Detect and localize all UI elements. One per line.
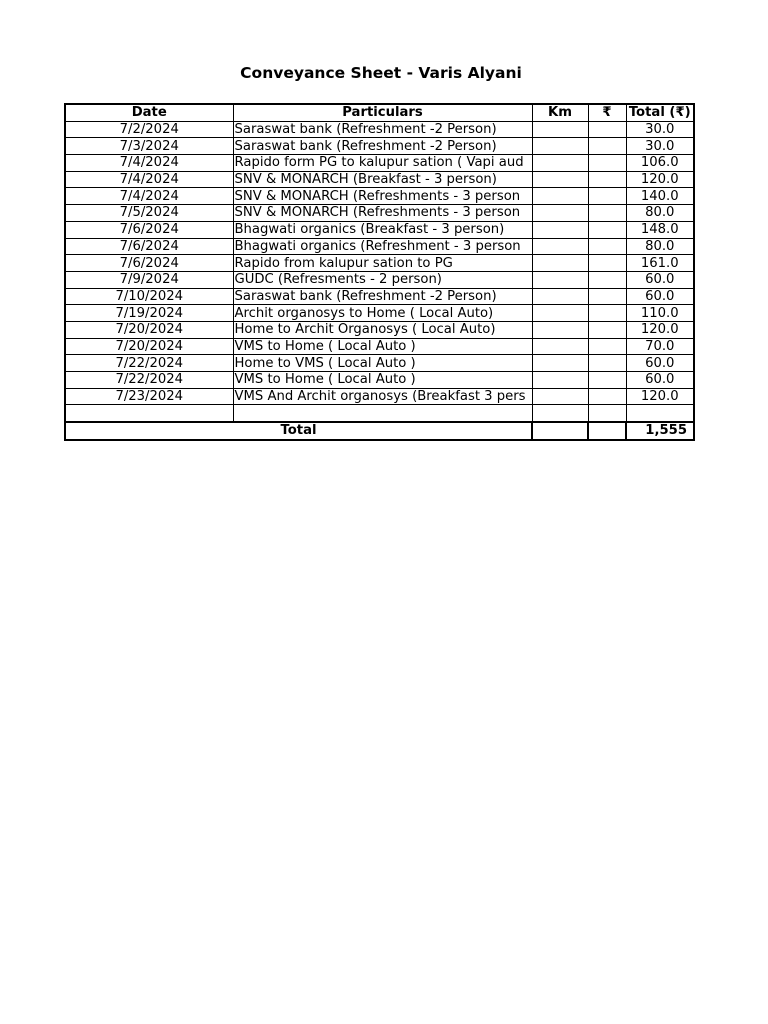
row-total: 70.0 bbox=[626, 338, 694, 355]
row-km bbox=[532, 338, 588, 355]
total-km-cell bbox=[532, 422, 588, 440]
row-rupee bbox=[588, 121, 626, 138]
header-total: Total (₹) bbox=[626, 104, 694, 121]
row-km bbox=[532, 305, 588, 322]
row-km bbox=[532, 355, 588, 372]
row-date: 7/19/2024 bbox=[65, 305, 233, 322]
row-rupee bbox=[588, 271, 626, 288]
table-row bbox=[65, 405, 694, 422]
row-particulars: Bhagwati organics (Refreshment - 3 person bbox=[233, 238, 532, 255]
row-total: 30.0 bbox=[626, 121, 694, 138]
row-rupee bbox=[588, 155, 626, 172]
row-total: 60.0 bbox=[626, 372, 694, 389]
sheet-title: Conveyance Sheet - Varis Alyani bbox=[240, 64, 522, 82]
row-date: 7/23/2024 bbox=[65, 388, 233, 405]
row-total bbox=[626, 405, 694, 422]
row-rupee bbox=[588, 355, 626, 372]
grand-total: 1,555 bbox=[626, 422, 694, 440]
row-particulars: Saraswat bank (Refreshment -2 Person) bbox=[233, 288, 532, 305]
row-particulars: Archit organosys to Home ( Local Auto) bbox=[233, 305, 532, 322]
row-km bbox=[532, 372, 588, 389]
row-rupee bbox=[588, 372, 626, 389]
row-km bbox=[532, 288, 588, 305]
row-km bbox=[532, 388, 588, 405]
row-date: 7/3/2024 bbox=[65, 138, 233, 155]
table-row bbox=[65, 238, 694, 255]
row-total: 140.0 bbox=[626, 188, 694, 205]
row-total: 148.0 bbox=[626, 221, 694, 238]
total-row bbox=[65, 422, 694, 440]
row-date: 7/5/2024 bbox=[65, 205, 233, 222]
row-total: 110.0 bbox=[626, 305, 694, 322]
table-row bbox=[65, 121, 694, 138]
row-particulars: Saraswat bank (Refreshment -2 Person) bbox=[233, 138, 532, 155]
row-particulars: Bhagwati organics (Breakfast - 3 person) bbox=[233, 221, 532, 238]
row-particulars: Rapido form PG to kalupur sation ( Vapi aud bbox=[233, 155, 532, 172]
row-date: 7/4/2024 bbox=[65, 171, 233, 188]
total-label: Total bbox=[65, 422, 532, 440]
row-rupee bbox=[588, 255, 626, 272]
row-total: 80.0 bbox=[626, 238, 694, 255]
row-date: 7/4/2024 bbox=[65, 155, 233, 172]
row-date: 7/6/2024 bbox=[65, 238, 233, 255]
table-row bbox=[65, 188, 694, 205]
row-particulars: VMS to Home ( Local Auto ) bbox=[233, 338, 532, 355]
row-km bbox=[532, 238, 588, 255]
row-rupee bbox=[588, 238, 626, 255]
row-rupee bbox=[588, 388, 626, 405]
row-total: 80.0 bbox=[626, 205, 694, 222]
table-row bbox=[65, 355, 694, 372]
row-rupee bbox=[588, 405, 626, 422]
row-rupee bbox=[588, 221, 626, 238]
row-particulars: Home to VMS ( Local Auto ) bbox=[233, 355, 532, 372]
row-total: 120.0 bbox=[626, 321, 694, 338]
row-km bbox=[532, 121, 588, 138]
table-row bbox=[65, 338, 694, 355]
row-km bbox=[532, 405, 588, 422]
row-km bbox=[532, 221, 588, 238]
row-date: 7/20/2024 bbox=[65, 338, 233, 355]
row-km bbox=[532, 271, 588, 288]
table-row bbox=[65, 372, 694, 389]
row-date: 7/22/2024 bbox=[65, 355, 233, 372]
row-date bbox=[65, 405, 233, 422]
row-rupee bbox=[588, 321, 626, 338]
row-total: 60.0 bbox=[626, 355, 694, 372]
row-date: 7/20/2024 bbox=[65, 321, 233, 338]
row-total: 120.0 bbox=[626, 171, 694, 188]
row-date: 7/22/2024 bbox=[65, 372, 233, 389]
row-total: 30.0 bbox=[626, 138, 694, 155]
row-particulars: SNV & MONARCH (Refreshments - 3 person bbox=[233, 205, 532, 222]
table-row bbox=[65, 288, 694, 305]
row-total: 161.0 bbox=[626, 255, 694, 272]
row-km bbox=[532, 155, 588, 172]
table-row bbox=[65, 255, 694, 272]
row-km bbox=[532, 255, 588, 272]
row-date: 7/4/2024 bbox=[65, 188, 233, 205]
row-date: 7/10/2024 bbox=[65, 288, 233, 305]
row-date: 7/2/2024 bbox=[65, 121, 233, 138]
row-total: 60.0 bbox=[626, 271, 694, 288]
row-rupee bbox=[588, 138, 626, 155]
table-row bbox=[65, 305, 694, 322]
header-particulars: Particulars bbox=[233, 104, 532, 121]
table-row bbox=[65, 221, 694, 238]
row-km bbox=[532, 138, 588, 155]
row-date: 7/6/2024 bbox=[65, 221, 233, 238]
row-particulars: SNV & MONARCH (Refreshments - 3 person bbox=[233, 188, 532, 205]
table-row bbox=[65, 205, 694, 222]
row-rupee bbox=[588, 205, 626, 222]
row-date: 7/6/2024 bbox=[65, 255, 233, 272]
row-total: 120.0 bbox=[626, 388, 694, 405]
table-row bbox=[65, 138, 694, 155]
row-particulars bbox=[233, 405, 532, 422]
table-body bbox=[65, 121, 694, 422]
row-date: 7/9/2024 bbox=[65, 271, 233, 288]
row-particulars: SNV & MONARCH (Breakfast - 3 person) bbox=[233, 171, 532, 188]
row-particulars: Home to Archit Organosys ( Local Auto) bbox=[233, 321, 532, 338]
table-row bbox=[65, 271, 694, 288]
row-rupee bbox=[588, 288, 626, 305]
table-row bbox=[65, 155, 694, 172]
header-rupee: ₹ bbox=[588, 104, 626, 121]
row-rupee bbox=[588, 171, 626, 188]
total-rupee-cell bbox=[588, 422, 626, 440]
row-particulars: GUDC (Refresments - 2 person) bbox=[233, 271, 532, 288]
row-total: 106.0 bbox=[626, 155, 694, 172]
row-km bbox=[532, 171, 588, 188]
header-km: Km bbox=[532, 104, 588, 121]
row-km bbox=[532, 188, 588, 205]
row-particulars: VMS to Home ( Local Auto ) bbox=[233, 372, 532, 389]
conveyance-table bbox=[64, 103, 695, 441]
row-particulars: Rapido from kalupur sation to PG bbox=[233, 255, 532, 272]
table-row bbox=[65, 171, 694, 188]
row-rupee bbox=[588, 338, 626, 355]
row-rupee bbox=[588, 305, 626, 322]
row-particulars: VMS And Archit organosys (Breakfast 3 pers bbox=[233, 388, 532, 405]
table-row bbox=[65, 321, 694, 338]
header-date: Date bbox=[65, 104, 233, 121]
row-km bbox=[532, 205, 588, 222]
row-rupee bbox=[588, 188, 626, 205]
header-row bbox=[65, 104, 694, 121]
row-km bbox=[532, 321, 588, 338]
row-particulars: Saraswat bank (Refreshment -2 Person) bbox=[233, 121, 532, 138]
table-row bbox=[65, 388, 694, 405]
row-total: 60.0 bbox=[626, 288, 694, 305]
